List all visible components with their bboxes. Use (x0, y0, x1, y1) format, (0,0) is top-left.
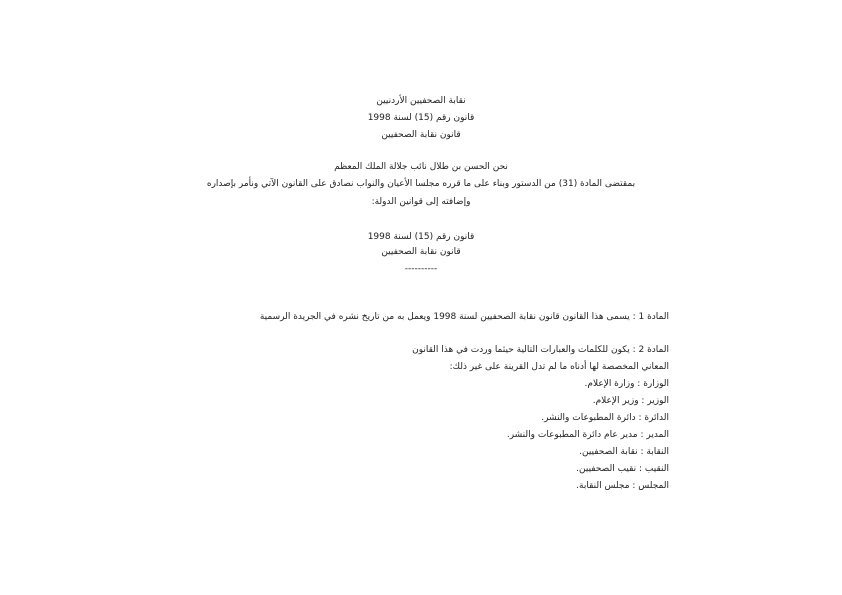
definition-syndicate: النقابة : نقابة الصحفيين. (579, 447, 669, 457)
definition-president: النقيب : نقيب الصحفيين. (576, 464, 669, 474)
article-1-text: المادة 1 : يسمى هذا القانون قانون نقابة الصحفيين لسنة 1998 ويعمل به من تاريخ نشره في الجريدة الرسمية (259, 312, 669, 322)
definition-director: المدير : مدير عام دائرة المطبوعات والنشر. (506, 430, 669, 440)
org-title: نقابة الصحفيين الأردنيين (376, 96, 466, 106)
preamble-line-1: نحن الحسن بن طلال نائب جلالة الملك المعظم (334, 162, 508, 172)
law-number-line: قانون رقم (15) لسنة 1998 (367, 113, 475, 123)
definition-council: المجلس : مجلس النقابة. (576, 481, 669, 491)
definition-minister: الوزير : وزير الإعلام. (592, 396, 669, 406)
preamble-line-3: وإضافته إلى قوانين الدولة: (371, 197, 471, 207)
definition-ministry: الوزارة : وزارة الإعلام. (584, 379, 669, 389)
repeat-law-number-line: قانون رقم (15) لسنة 1998 (367, 232, 475, 242)
law-name: قانون نقابة الصحفيين (381, 130, 461, 140)
preamble-line-2: بمقتضى المادة (31) من الدستور وبناء على ما قرره مجلسا الأعيان والنواب نصادق على القانون الآتي ونأمر بإصداره (206, 179, 636, 189)
definition-department: الدائرة : دائرة المطبوعات والنشر. (541, 413, 669, 423)
article-2-intro: المادة 2 : يكون للكلمات والعبارات التالية حيثما وردت في هذا القانون (412, 345, 669, 355)
repeat-law-name: قانون نقابة الصحفيين (381, 247, 461, 257)
article-2-intro-2: المعاني المخصصة لها أدناه ما لم تدل القرينة على غير ذلك: (449, 362, 669, 372)
separator-line: ---------- (404, 264, 438, 274)
